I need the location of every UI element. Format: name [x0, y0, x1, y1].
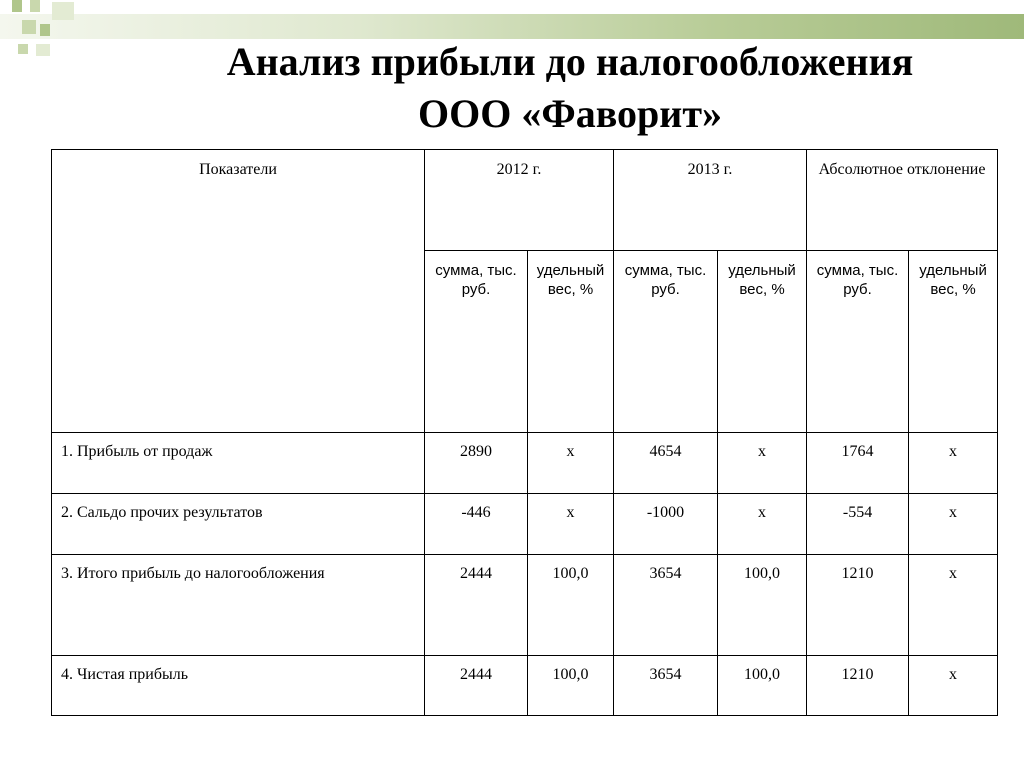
- header-absolute-deviation: Абсолютное отклонение: [807, 150, 998, 251]
- cell-share-deviation: х: [909, 494, 998, 555]
- cell-share-2013: 100,0: [718, 555, 807, 656]
- cell-sum-2013: 3654: [614, 656, 718, 716]
- cell-sum-2013: -1000: [614, 494, 718, 555]
- cell-sum-deviation: 1210: [807, 555, 909, 656]
- table-row: [52, 656, 998, 716]
- cell-sum-2013: 3654: [614, 555, 718, 656]
- cell-share-2013: х: [718, 433, 807, 494]
- header-row: [52, 150, 998, 251]
- decorative-square: [22, 20, 36, 34]
- cell-sum-2013: 4654: [614, 433, 718, 494]
- decorative-square: [40, 24, 50, 36]
- decorative-square: [36, 44, 50, 56]
- row-label: 3. Итого прибыль до налогообложения: [52, 555, 425, 656]
- row-label: 4. Чистая прибыль: [52, 656, 425, 716]
- decorative-square: [18, 44, 28, 54]
- cell-share-2012: 100,0: [528, 656, 614, 716]
- header-indicators: Показатели: [52, 150, 425, 433]
- header-2013: 2013 г.: [614, 150, 807, 251]
- cell-share-deviation: х: [909, 433, 998, 494]
- cell-sum-2012: 2444: [425, 555, 528, 656]
- cell-share-deviation: х: [909, 555, 998, 656]
- cell-sum-2012: -446: [425, 494, 528, 555]
- row-label: 1. Прибыль от продаж: [52, 433, 425, 494]
- decorative-square: [12, 0, 22, 12]
- title-line-1: Анализ прибыли до налогообложения: [226, 39, 914, 84]
- decorative-square: [30, 0, 40, 12]
- subheader-sum-deviation: сумма, тыс. руб.: [807, 251, 909, 433]
- cell-share-deviation: х: [909, 656, 998, 716]
- subheader-sum-2013: сумма, тыс. руб.: [614, 251, 718, 433]
- profit-analysis-table: [51, 149, 998, 716]
- cell-share-2012: 100,0: [528, 555, 614, 656]
- page-title: [120, 36, 1020, 140]
- cell-sum-deviation: 1210: [807, 656, 909, 716]
- cell-sum-2012: 2444: [425, 656, 528, 716]
- subheader-sum-2012: сумма, тыс. руб.: [425, 251, 528, 433]
- table-row: [52, 555, 998, 656]
- cell-share-2013: 100,0: [718, 656, 807, 716]
- title-line-2: ООО «Фаворит»: [418, 91, 722, 136]
- cell-share-2012: х: [528, 433, 614, 494]
- decorative-square: [52, 2, 74, 20]
- table-row: [52, 494, 998, 555]
- subheader-share-2012: удельный вес, %: [528, 251, 614, 433]
- cell-sum-deviation: -554: [807, 494, 909, 555]
- subheader-share-2013: удельный вес, %: [718, 251, 807, 433]
- subheader-share-deviation: удельный вес, %: [909, 251, 998, 433]
- table-row: [52, 433, 998, 494]
- row-label: 2. Сальдо прочих результатов: [52, 494, 425, 555]
- cell-sum-deviation: 1764: [807, 433, 909, 494]
- cell-sum-2012: 2890: [425, 433, 528, 494]
- cell-share-2013: х: [718, 494, 807, 555]
- header-2012: 2012 г.: [425, 150, 614, 251]
- cell-share-2012: х: [528, 494, 614, 555]
